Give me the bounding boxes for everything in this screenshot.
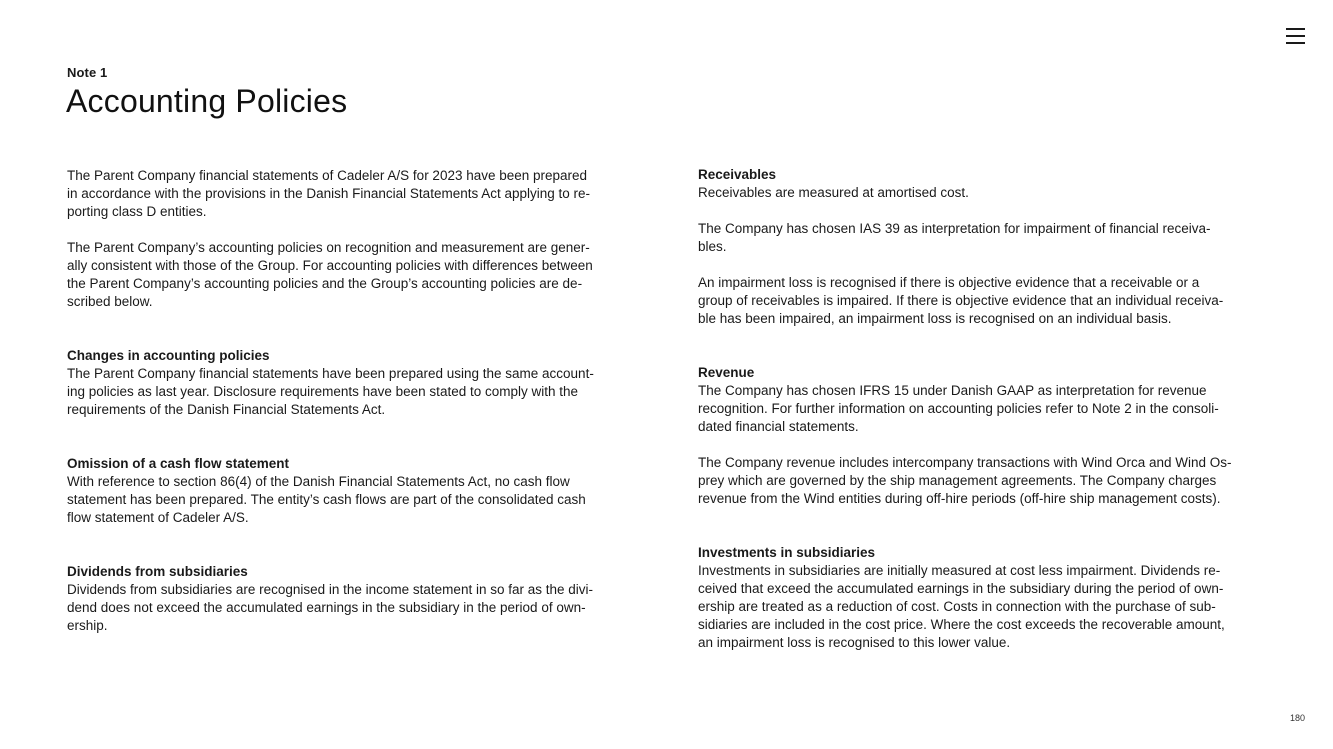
note-label: Note 1	[67, 65, 108, 80]
receivables-body-1: Receivables are measured at amortised cost.	[698, 185, 969, 200]
revenue-body-2: The Company revenue includes intercompany transactions with Wind Orca and Wind Os- prey which are governed by the ship management agreements. The Company charges revenue from the Wind entities during off-hire periods (off-hire ship management costs).	[698, 455, 1232, 506]
cashflow-body: With reference to section 86(4) of the Danish Financial Statements Act, no cash flow statement has been prepared. The entity’s cash flows are part of the consolidated cash flow statement of Cadeler A/S.	[67, 474, 586, 525]
receivables-heading: Receivables	[698, 167, 777, 182]
investments-body: Investments in subsidiaries are initially measured at cost less impairment. Dividends re- ceived that exceed the accumulated earnings in the subsidiary during the period of own- ership are treated as a reduction of cost. Costs in connection with the purchase of sub- sidiaries are included in the cost price. Where the cost exceeds the recoverable amount, an impairment loss is recognised to this lower value.	[698, 563, 1225, 650]
changes-body: The Parent Company financial statements have been prepared using the same account- ing policies as last year. Disclosure requirements have been stated to comply with the requirements of the Danish Financial Statements Act.	[67, 366, 594, 417]
intro-paragraph-1: The Parent Company financial statements of Cadeler A/S for 2023 have been prepared in accordance with the provisions in the Danish Financial Statements Act applying to re- porting class D entities.	[67, 168, 591, 219]
intro-paragraph-2: The Parent Company’s accounting policies on recognition and measurement are gener- ally consistent with those of the Group. For accounting policies with differences between the Parent Company’s accounting policies and the Group’s accounting policies are de- scribed below.	[67, 240, 593, 309]
page-number: 180	[1290, 713, 1306, 723]
investments-heading: Investments in subsidiaries	[698, 545, 876, 560]
receivables-body-2: The Company has chosen IAS 39 as interpretation for impairment of financial receiva- bles.	[698, 221, 1211, 254]
dividends-body: Dividends from subsidiaries are recognised in the income statement in so far as the divi- dend does not exceed the accumulated earnings in the subsidiary in the period of own- ership.	[67, 582, 593, 633]
revenue-body-1: The Company has chosen IFRS 15 under Danish GAAP as interpretation for revenue recognition. For further information on accounting policies refer to Note 2 in the consoli- dated financial statements.	[698, 383, 1219, 434]
revenue-heading: Revenue	[698, 365, 755, 380]
right-column	[698, 166, 1268, 652]
menu-icon[interactable]	[1286, 27, 1306, 45]
receivables-body-3: An impairment loss is recognised if there is objective evidence that a receivable or a group of receivables is impaired. If there is objective evidence that an individual receiva- ble has been impaired, an impairment loss is recognised on an individual basis.	[698, 275, 1224, 326]
page-title: Accounting Policies	[66, 83, 348, 119]
left-column	[67, 167, 637, 635]
cashflow-heading: Omission of a cash flow statement	[67, 456, 290, 471]
dividends-heading: Dividends from subsidiaries	[67, 564, 248, 579]
changes-heading: Changes in accounting policies	[67, 348, 270, 363]
